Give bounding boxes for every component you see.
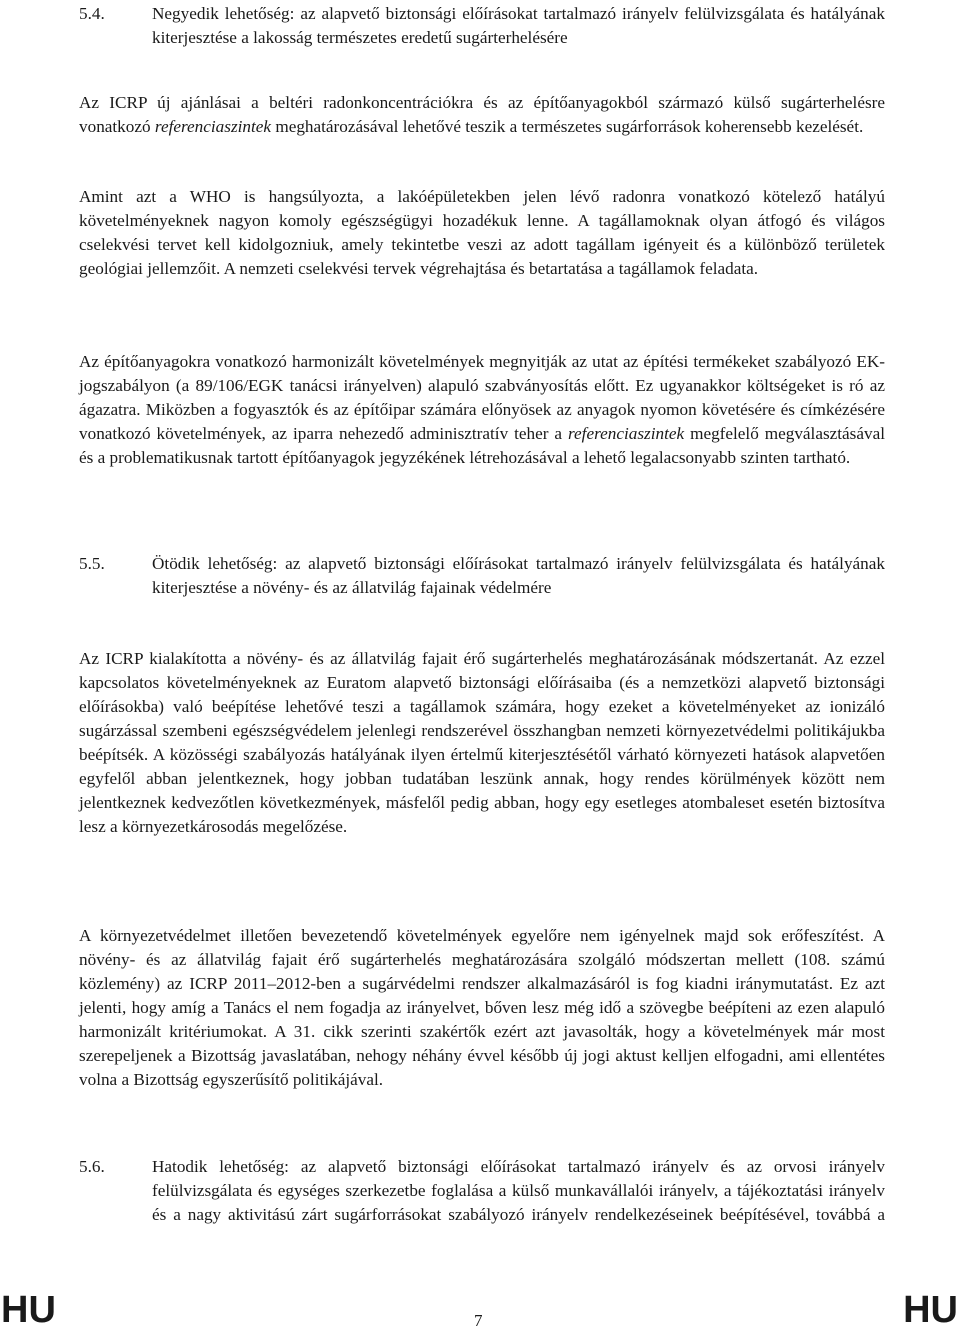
section-heading-5-4 xyxy=(79,2,885,50)
section-heading-5-6 xyxy=(79,1155,885,1227)
section-title: Hatodik lehetőség: az alapvető biztonsági előírásokat tartalmazó irányelv és az orvosi irányelv felülvizsgálata és egységes szerkezetbe foglalása a külső munkavállalói irányelv, a tájékoztatási irányelv és a nagy aktivitású zárt sugárforrásokat szabályozó irányelv rendelkezéseinek beépítésével, továbbá a xyxy=(152,1157,885,1224)
paragraph-text: meghatározásával lehetővé teszik a természetes sugárforrások koherensebb kezelését. xyxy=(271,117,864,136)
paragraph-environmental-requirements: A környezetvédelmet illetően bevezetendő követelmények egyelőre nem igényelnek majd sok erőfeszítést. A növény- és az állatvilág fajait érő sugárterhelés meghatározására szolgáló módszertan mellett (108. számú közlemény) az ICRP 2011–2012-ben a sugárvédelmi rendszer alkalmazásáról is fog kiadni iránymutatást. Ez azt jelenti, hogy amíg a Tanács el nem fogadja az irányelvet, bőven lesz még idő a szövegbe beépíteni az ezen alapuló harmonizált kritériumokat. A 31. cikk szerinti szakértők ezért azt javasolták, hogy a követelmények már most szerepeljenek a Bizottság javaslatában, nehogy néhány évvel később új jogi aktust kelljen elfogadni, ami ellentétes volna a Bizottság egyszerűsítő politikájával. xyxy=(79,926,885,1089)
footer-language-code-right: HU xyxy=(903,1289,958,1331)
paragraph-text: Az ICRP új ajánlásai a beltéri radonkoncentrációkra és az építőanyagokból származó külső sugárterhelésre vonatkozó xyxy=(79,93,885,136)
section-title: Negyedik lehetőség: az alapvető biztonsági előírásokat tartalmazó irányelv felülvizsgálata és hatályának kiterjesztése a lakosság természetes eredetű sugárterhelésére xyxy=(152,4,885,47)
section-heading-5-5 xyxy=(79,552,885,600)
italic-term: referenciaszintek xyxy=(154,117,272,136)
section-number: 5.4. xyxy=(79,4,105,23)
section-number: 5.6. xyxy=(79,1157,105,1176)
section-number: 5.5. xyxy=(79,554,105,573)
footer-language-code-left: HU xyxy=(1,1289,56,1331)
paragraph-who-radon: Amint azt a WHO is hangsúlyozta, a lakóépületekben jelen lévő radonra vonatkozó kötelező hatályú követelményeknek nagyon komoly egészségügyi hozadékuk lenne. A tagállamoknak olyan átfogó és világos cselekvési tervet kell kidolgozniuk, amely tekintetbe veszi az adott tagállam igényeit és a különböző területek geológiai jellemzőit. A nemzeti cselekvési tervek végrehajtása és betartatása a tagállamok feladata. xyxy=(79,187,885,278)
italic-term: referenciaszintek xyxy=(567,424,685,443)
paragraph-text: megfelelő megválasztásával és a problematikusnak tartott építőanyagok jegyzékének létrehozásával a lehető legalacsonyabb szinten tartható. xyxy=(79,424,885,467)
paragraph-icrp-recommendations xyxy=(79,91,885,139)
page-number: 7 xyxy=(474,1311,483,1330)
paragraph-building-materials xyxy=(79,350,885,470)
section-title: Ötödik lehetőség: az alapvető biztonsági előírásokat tartalmazó irányelv felülvizsgálata és hatályának kiterjesztése a növény- és az állatvilág fajainak védelmére xyxy=(152,554,885,597)
paragraph-icrp-methodology: Az ICRP kialakította a növény- és az állatvilág fajait érő sugárterhelés meghatározásának módszertanát. Az ezzel kapcsolatos követelményeknek az Euratom alapvető biztonsági előírásaiba (és a nemzetközi alapvető biztonsági előírásokba) való beépítése lehetővé teszi a tagállamok számára, hogy ezeket a követelményeket az ionizáló sugárzással szembeni egészségvédelem jelenlegi rendszerével összhangban nemzeti környezetvédelmi politikájukba beépítsék. A közösségi szabályozás hatályának ilyen értelmű kiterjesztésétől várható környezeti hatások alapvetően egyfelől abban jelentkeznek, hogy jobban tudatában leszünk annak, hogy rendes körülmények között nem jelentkeznek kedvezőtlen következmények, másfelől pedig abban, hogy egy esetleges atombaleset esetén biztosítva lesz a környezetkárosodás megelőzése. xyxy=(79,649,885,836)
paragraph-text: Az építőanyagokra vonatkozó harmonizált követelmények megnyitják az utat az építési termékeket szabályozó EK-jogszabályon (a 89/106/EGK tanácsi irányelven) alapuló szabványosítás előtt. Ez ugyanakkor költségeket is ró az ágazatra. Miközben a fogyasztók és az építőipar számára előnyösek az anyagok nyomon követésére és címkézésére vonatkozó követelmények, az iparra nehezedő adminisztratív teher a xyxy=(79,352,885,443)
